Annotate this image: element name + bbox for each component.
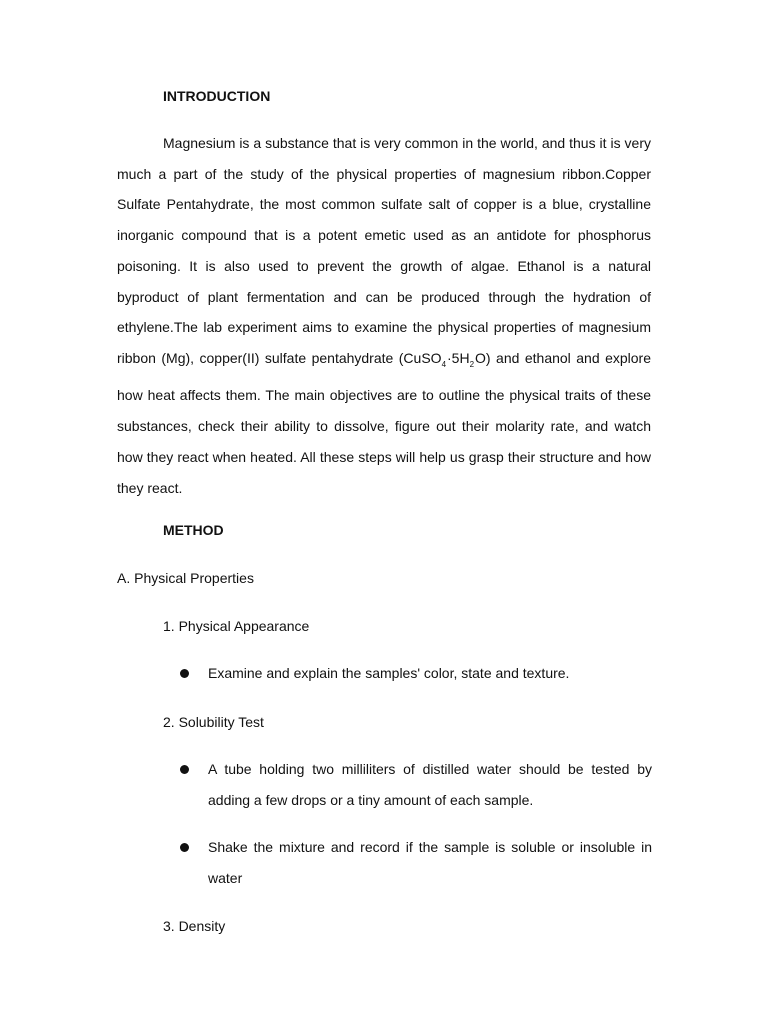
- bullet-text: Shake the mixture and record if the sample is soluble or insoluble in water: [208, 839, 652, 886]
- item-2-title: 2. Solubility Test: [163, 714, 264, 730]
- subscript-4: 4: [441, 359, 448, 369]
- bullet-text: A tube holding two milliliters of distilled water should be tested by adding a few drops or a tiny amount of each sample.: [208, 761, 652, 808]
- bullet-icon: [180, 669, 189, 678]
- method-heading: METHOD: [163, 522, 224, 538]
- item-1-title: 1. Physical Appearance: [163, 618, 310, 634]
- intro-text-part2: ·5H: [447, 349, 470, 366]
- section-a-title: A. Physical Properties: [117, 570, 254, 586]
- list-item: [180, 754, 652, 815]
- intro-text-part3: O) and ethanol and explore how heat affects them. The main objectives are to outline the physical traits of these substances, check their ability to dissolve, figure out their molarity rate, and watch how they react when heated. All these steps will help us grasp their structure and how they react.: [117, 349, 651, 496]
- intro-text-part1: Magnesium is a substance that is very common in the world, and thus it is very much a part of the study of the physical properties of magnesium ribbon.Copper Sulfate Pentahydrate, the most common sulfate salt of copper is a blue, crystalline inorganic compound that is a potent emetic used as an antidote for phosphorus poisoning. It is also used to prevent the growth of algae. Ethanol is a natural byproduct of plant fermentation and can be produced through the hydration of ethylene.The lab experiment aims to examine the physical properties of magnesium ribbon (Mg), copper(II) sulfate pentahydrate (CuSO: [117, 135, 651, 366]
- list-item: [180, 658, 652, 689]
- item-3-title: 3. Density: [163, 918, 226, 934]
- list-item: [180, 832, 652, 893]
- bullet-icon: [180, 843, 189, 852]
- bullet-text: Examine and explain the samples' color, state and texture.: [208, 665, 570, 681]
- introduction-paragraph: [117, 128, 651, 503]
- subscript-2: 2: [469, 359, 476, 369]
- introduction-heading: INTRODUCTION: [163, 88, 271, 104]
- bullet-icon: [180, 765, 189, 774]
